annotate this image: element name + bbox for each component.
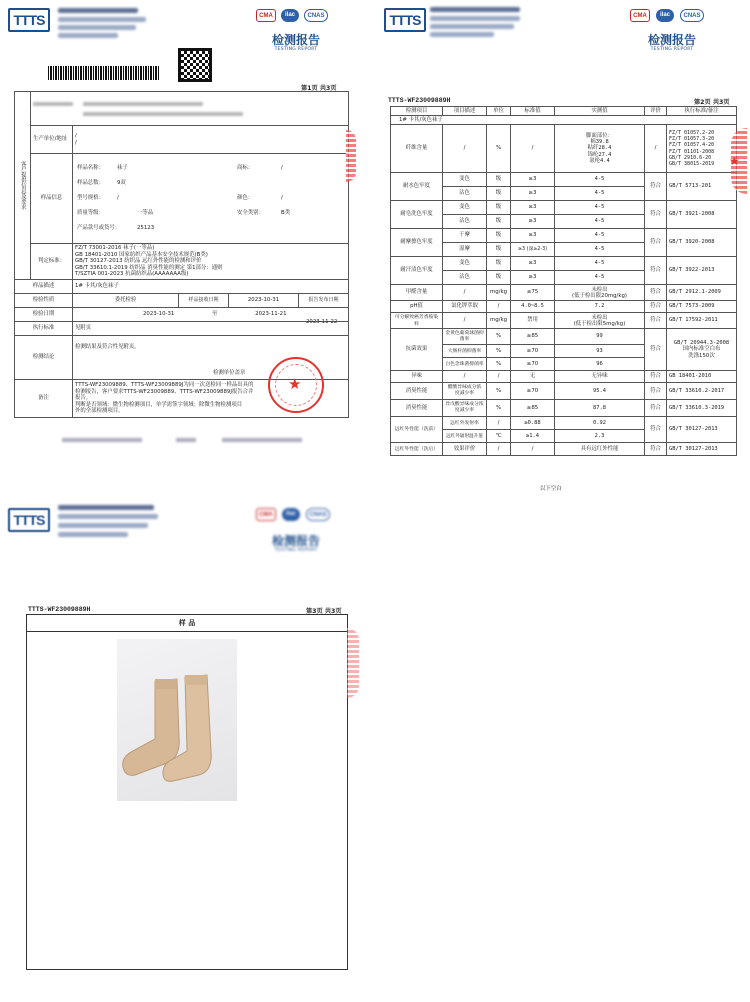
production-unit-label: 生产单位/地址: [31, 126, 73, 154]
table-row: 远红外性能（洗前） 远红外发射率 / ≥0.88 0.92 符合 GB/T 30127-2013: [391, 417, 737, 430]
stamp-star-icon: ★: [288, 375, 302, 393]
ttts-logo: TTTS: [8, 508, 50, 532]
cnas-badge: CNAS: [304, 9, 328, 22]
cnas-badge: CNAS: [306, 508, 330, 521]
conclusion-cell: 检测结果及符合性见附页。 检测单位盖章: [73, 336, 349, 380]
table-row: pH值 氯化钾萃取 / 4.0~8.5 7.2 符合 GB/T 7573-2009: [391, 301, 737, 313]
sample-desc: 1# 卡其/灰色袜子: [73, 280, 349, 294]
table-row: 大肠杆菌抑菌率 % ≥70 93: [391, 345, 737, 358]
table-row: 可分解致癌芳香胺染料 / mg/kg 禁用 未检出 (低于检出限5mg/kg) 符合 GB/T 17592-2011: [391, 313, 737, 329]
report-title: 检测报告: [271, 534, 320, 548]
cma-badge: CMA: [256, 9, 276, 22]
test-date-range: 2023-10-31 至 2023-11-21: [73, 308, 349, 322]
table-row: 异味 / / 无 无异味 符合 GB 18401-2010: [391, 371, 737, 383]
table-row: 沾色 级 ≥3 4-5: [391, 187, 737, 201]
table-row: 远红外性能（洗后） 效果评价 / / 具有远红外性能 符合 GB/T 30127-2013: [391, 443, 737, 456]
page-number: 第1页 共3页: [301, 85, 337, 92]
table-row: 抗菌效果 金黄色葡萄球菌抑菌率 % ≥85 99 符合 GB/T 20944.3-2008 国内标准空白布 洗涤150次: [391, 329, 737, 345]
socks-image: [117, 639, 237, 801]
ilac-badge: ilac: [281, 9, 299, 22]
seam-seal: [347, 628, 359, 698]
table-header-row: 检测项目 项目描述 单位 标准值 实测值 评价 执行标准/备注: [391, 107, 737, 116]
table-row: 沾色 级 ≥3 4-5: [391, 215, 737, 229]
table-row: 耐水色牢度 变色 级 ≥3 4-5 符合 GB/T 5713-201: [391, 173, 737, 187]
page-number: 第3页 共3页: [306, 608, 342, 615]
table-row: 耐皂洗色牢度 变色 级 ≥3 4-5 符合 GB/T 3921-2008: [391, 201, 737, 215]
report-title: 检测报告: [647, 33, 696, 47]
test-results-table: [390, 106, 737, 456]
remark-cell: TTTS-WF23009889、TTTS-WF23009889J为同一次送检同一样品出具的 检测报告，客户要求TTTS-WF23009889、TTTS-WF23009889J报告合并 报告。 判断是否领域：微生物检测项目，单学需签字领域：除微生物检测项目 外的全部检测项目。: [73, 380, 349, 418]
cma-badge: CMA: [630, 9, 650, 22]
report-number: TTTS-WF23009889H: [388, 97, 451, 104]
receive-date: 2023-10-31: [229, 294, 299, 308]
end-of-table-note: 以下空白: [540, 486, 562, 492]
table-row: 消臭性能 异戊酸异味成分浓 度减少率 % ≥85 87.8 符合 GB/T 33610.3-2019: [391, 400, 737, 417]
report-cover-table: 客户提供信息及要求 生产单位/地址 / / 样品信息 样品名称： 袜子 商标： / 样品总数： 9双 型号规格： / 颜色： / 质量等级： 一等品 安全类别： B类 产品款号或货号： 25123 判定标准： FZ/T 73001-2016 袜子(一等品) GB 18401-2010 国家纺织产品基本安全技术规范(B类) GB/T 30127-2013 纺织品 远红外性能的检测和评价 GB/T 33610.1-2019 纺织品 消臭性能的测定 第1部分：通则 T/SZTIA 001-2023 抗菌纺织品(AAAAAAA级) 样品描述 1# 卡其/灰色袜子 检验性质 委托检验 样品接收日期 2023-10-31 报告发布日期 检验日期 2023-10-31 至 2023-11-21 执行标准 见附页 检测结论 检测结果及符合性见附页。 检测单位盖章 备注 TTTS-WF23009889、TTTS-WF23009889J为同一次送检同一样品出具的 检测报告，客户要求TTTS-WF23009889、TTTS-WF23009889J报告合并 报告。 判断是否领域：微生物检测项目，单学需签字领域：除微生物检测项目 外的全部检测项目。: [14, 91, 349, 418]
standard-list: FZ/T 73001-2016 袜子(一等品) GB 18401-2010 国家纺织产品基本安全技术规范(B类) GB/T 30127-2013 纺织品 远红外性能的检测和评价 GB/T 33610.1-2019 纺织品 消臭性能的测定 第1部分：通则 T/SZTIA 001-2023 抗菌纺织品(AAAAAAA级): [73, 244, 349, 280]
ilac-badge: ilac: [656, 9, 674, 22]
table-row: 远红外辐射温升值 ℃ ≥1.4 2.3: [391, 430, 737, 443]
seam-seal: [346, 130, 356, 182]
ttts-logo: TTTS: [384, 8, 426, 32]
report-subtitle: TESTING REPORT: [274, 548, 318, 553]
standard-label: 判定标准：: [31, 244, 73, 280]
report-title: 检测报告: [271, 33, 320, 47]
company-name-redacted: [58, 8, 138, 13]
client-info-label: 客户提供信息及要求: [15, 92, 31, 280]
table-row: 耐汗渍色牢度 变色 级 ≥3 4-5 符合 GB/T 3922-2013: [391, 257, 737, 271]
sample-photo-frame: [26, 614, 348, 970]
cnas-badge: CNAS: [680, 9, 704, 22]
report-subtitle: TESTING REPORT: [274, 47, 318, 52]
table-row: 纤维含量 / % / 脚面部位： 棉39.8 粘纤28.4 锦纶27.4 氨纶4.4 / FZ/T 01057.2-20 FZ/T 01057.3-20 FZ/T 01057.4-20 FZ/T 01101-2008 GB/T 2910.6-20 GB/T 38015-2019: [391, 125, 737, 173]
report-subtitle: TESTING REPORT: [650, 47, 694, 52]
table-row: 消臭性能 醋酸异味成分浓 度减少率 % ≥70 95.4 符合 GB/T 33610.2-2017: [391, 383, 737, 400]
table-row: 湿摩 级 ≥3 (深≥2-3) 4-5: [391, 243, 737, 257]
seal-star-icon: ★: [729, 154, 740, 168]
report-barcode: [48, 66, 160, 80]
sample-section-title: 样 品: [27, 615, 347, 632]
stamp-caption: 检测单位盖章: [213, 370, 246, 376]
ilac-badge: ilac: [282, 508, 300, 521]
ttts-logo: TTTS: [8, 8, 50, 32]
report-number: TTTS-WF23009889H: [28, 606, 91, 613]
report-qrcode: [178, 48, 212, 82]
sample-info-block: 样品名称： 袜子 商标： / 样品总数： 9双 型号规格： / 颜色： / 质量等级： 一等品 安全类别： B类 产品款号或货号： 25123: [73, 154, 349, 244]
table-row: 耐摩擦色牢度 干摩 级 ≥3 4-5 符合 GB/T 3920-2008: [391, 229, 737, 243]
sample-photo: [117, 639, 237, 801]
issue-date: 2023-11-22: [306, 319, 338, 325]
table-row: 白色念珠菌抑菌率 % ≥70 96: [391, 358, 737, 371]
table-row: 沾色 级 ≥3 4-5: [391, 271, 737, 285]
table-row: 甲醛含量 / mg/kg ≤75 未检出 (低于检出限20mg/kg) 符合 GB/T 2912.1-2009: [391, 285, 737, 301]
sample-info-label: 样品信息: [31, 154, 73, 244]
cma-badge: CMA: [256, 508, 276, 521]
sample-line: 1# 卡其/灰色袜子: [391, 116, 737, 125]
page-number: 第2页 共3页: [694, 99, 730, 106]
